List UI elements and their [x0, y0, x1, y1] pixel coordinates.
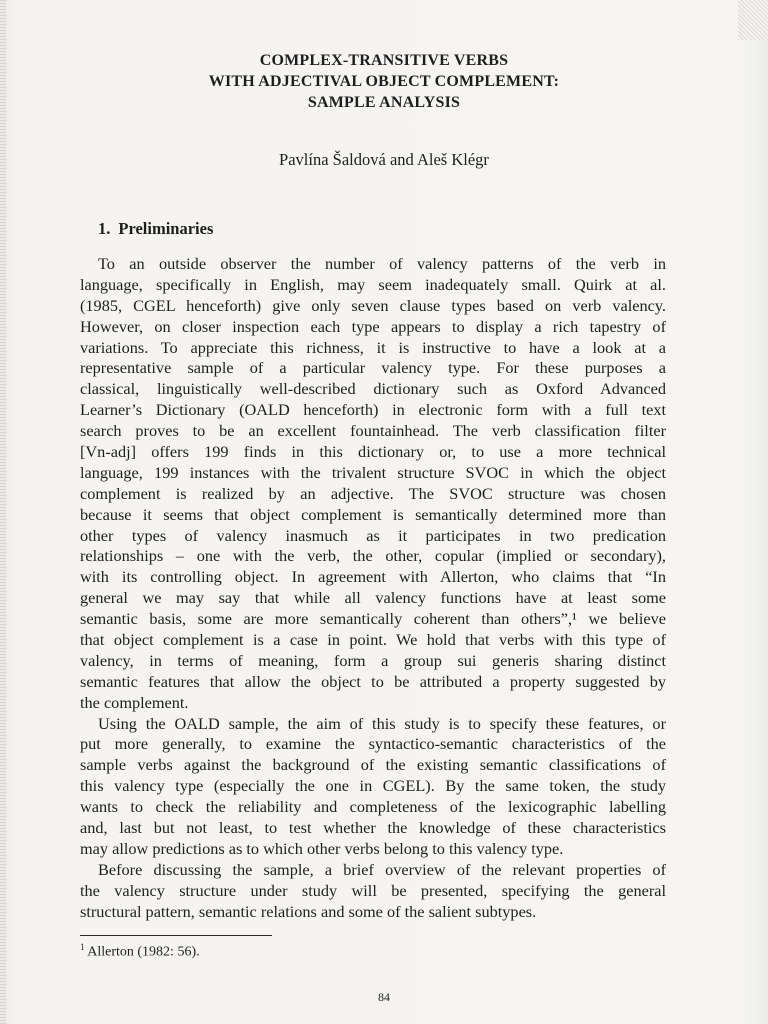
- paragraph-line: sample verbs against the background of the existing semantic classifications of: [80, 755, 666, 775]
- paragraph-line: Before discussing the sample, a brief overview of the relevant properties of: [98, 859, 666, 879]
- paragraph: [80, 860, 666, 923]
- paragraph-line: this valency type (especially the one in CGEL). By the same token, the study: [80, 776, 666, 796]
- title-line-1: COMPLEX-TRANSITIVE VERBS: [259, 52, 509, 69]
- page-number: 84: [378, 990, 390, 1004]
- paragraph-line: However, on closer inspection each type appears to display a rich tapestry of: [80, 316, 666, 336]
- title-line-2: WITH ADJECTIVAL OBJECT COMPLEMENT:: [208, 73, 560, 90]
- paragraph: [80, 714, 666, 860]
- paragraph-line: [Vn-adj] offers 199 finds in this dictionary or, to use a more technical: [80, 442, 666, 462]
- page-corner-texture: [738, 0, 768, 40]
- paragraph-line: with its controlling object. In agreement with Allerton, who claims that “In: [80, 567, 666, 587]
- footnote: [80, 942, 200, 961]
- paragraph-line: may allow predictions as to which other verbs belong to this valency type.: [80, 838, 564, 858]
- paragraph-line: language, specifically in English, may seem inadequately small. Quirk at al.: [80, 274, 666, 294]
- paragraph-line: search proves to be an excellent fountainhead. The verb classification filter: [80, 421, 666, 441]
- body-text: [80, 254, 666, 923]
- paragraph-line: Learner’s Dictionary (OALD henceforth) in electronic form with a full text: [80, 400, 666, 420]
- footnote-text: Allerton (1982: 56).: [87, 944, 200, 960]
- paragraph-line: To an outside observer the number of valency patterns of the verb in: [98, 254, 666, 273]
- section-title: Preliminaries: [118, 219, 214, 238]
- paragraph-line: Using the OALD sample, the aim of this study is to specify these features, or: [98, 713, 666, 733]
- paragraph: [80, 254, 666, 714]
- footnote-marker: 1: [80, 942, 85, 952]
- paragraph-line: relationships – one with the verb, the other, copular (implied or secondary),: [80, 546, 666, 566]
- paragraph-line: structural pattern, semantic relations and some of the salient subtypes.: [80, 901, 537, 921]
- paragraph-line: semantic features that allow the object to be attributed a property suggested by: [80, 671, 666, 691]
- paragraph-line: put more generally, to examine the syntactico-semantic characteristics of the: [80, 734, 666, 754]
- section-heading: [98, 219, 213, 239]
- paragraph-line: variations. To appreciate this richness, it is instructive to have a look at a: [80, 337, 666, 357]
- paragraph-line: semantic basis, some are more semantically coherent than others”,¹ we believe: [80, 609, 666, 629]
- section-number: 1.: [98, 219, 111, 238]
- footnote-divider: [80, 935, 272, 936]
- paragraph-line: general we may say that while all valency functions have at least some: [80, 588, 666, 608]
- title-line-3: SAMPLE ANALYSIS: [307, 94, 461, 111]
- paragraph-line: the complement.: [80, 692, 189, 712]
- paragraph-line: and, last but not least, to test whether the knowledge of these characteristics: [80, 818, 666, 838]
- paragraph-line: representative sample of a particular valency type. For these purposes a: [80, 358, 666, 378]
- paragraph-line: wants to check the reliability and completeness of the lexicographic labelling: [80, 797, 666, 817]
- paragraph-line: the valency structure under study will be presented, specifying the general: [80, 880, 666, 900]
- paragraph-line: (1985, CGEL henceforth) give only seven clause types based on verb valency.: [80, 295, 666, 315]
- paragraph-line: because it seems that object complement is semantically determined more than: [80, 504, 666, 524]
- paragraph-line: other types of valency inasmuch as it participates in two predication: [80, 525, 666, 545]
- paragraph-line: complement is realized by an adjective. The SVOC structure was chosen: [80, 483, 666, 503]
- paper-title: [0, 50, 768, 113]
- paragraph-line: language, 199 instances with the trivalent structure SVOC in which the object: [80, 462, 666, 482]
- paragraph-line: classical, linguistically well-described dictionary such as Oxford Advanced: [80, 379, 666, 399]
- paragraph-line: valency, in terms of meaning, form a group sui generis sharing distinct: [80, 650, 666, 670]
- paragraph-line: that object complement is a case in point. We hold that verbs with this type of: [80, 630, 666, 650]
- authors: Pavlína Šaldová and Aleš Klégr: [279, 150, 489, 169]
